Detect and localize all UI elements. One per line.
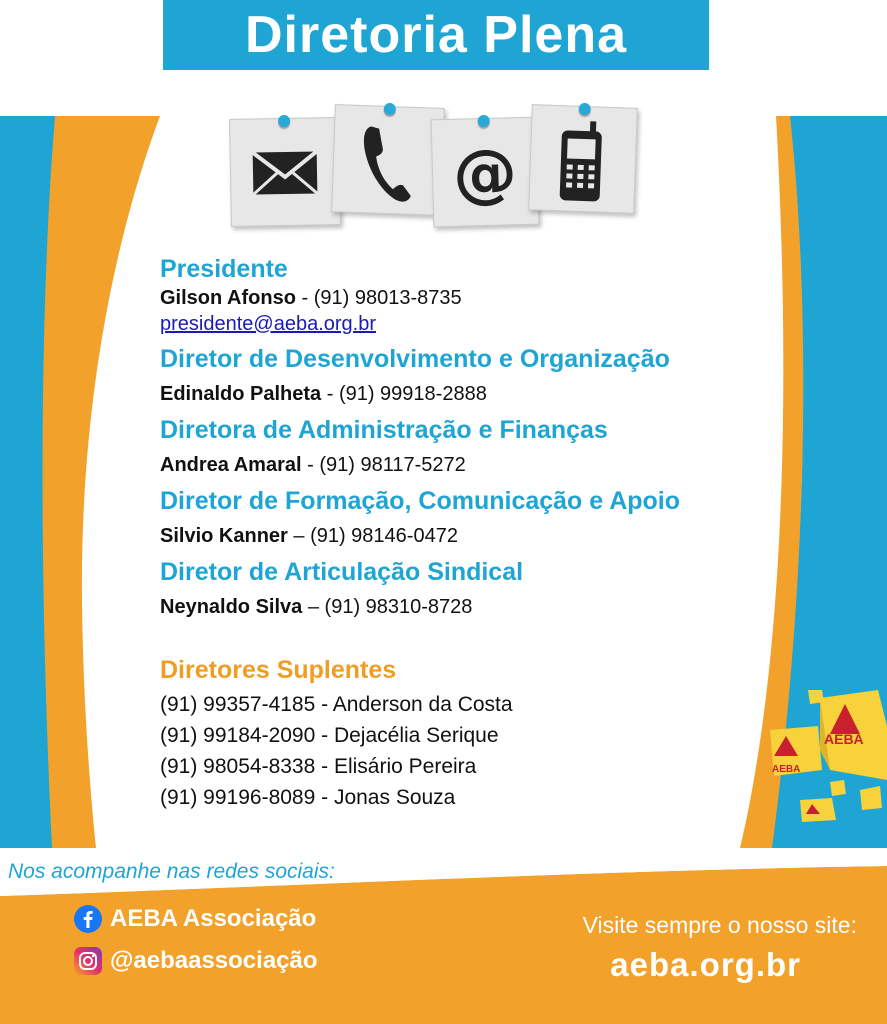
title-banner xyxy=(163,0,709,70)
social-title: Nos acompanhe nas redes sociais: xyxy=(8,860,335,883)
instagram-icon xyxy=(74,947,102,975)
separator: - xyxy=(301,454,320,476)
site-label: Visite sempre o nosso site: xyxy=(582,912,857,938)
person-name: Gilson Afonso xyxy=(160,287,296,309)
role-title: Diretora de Administração e Finanças xyxy=(160,416,608,444)
suplentes-section xyxy=(160,655,780,813)
separator: - xyxy=(295,287,314,309)
board-entry-formacao xyxy=(160,486,780,550)
suplente-item: (91) 99196-8089 - Jonas Souza xyxy=(160,786,456,809)
email-link[interactable]: presidente@aeba.org.br xyxy=(160,313,376,335)
person-line xyxy=(160,380,780,408)
facebook-label: AEBA Associação xyxy=(110,905,317,932)
separator: – xyxy=(287,525,311,547)
site-url-link[interactable]: aeba.org.br xyxy=(610,946,801,983)
logo-text: AEBA xyxy=(824,731,864,747)
board-entry-administracao xyxy=(160,415,780,479)
svg-text:@: @ xyxy=(452,136,519,212)
phone-number: (91) 99918-2888 xyxy=(338,383,487,405)
board-entry-presidente xyxy=(160,254,780,336)
phone-number: (91) 98310-8728 xyxy=(324,596,473,618)
person-line xyxy=(160,522,780,550)
instagram-link[interactable] xyxy=(74,947,318,975)
at-note xyxy=(431,117,540,228)
role-title: Diretor de Articulação Sindical xyxy=(160,558,524,586)
page-title: Diretoria Plena xyxy=(244,6,628,64)
board-entry-desenvolvimento xyxy=(160,344,780,408)
board-entry-articulacao xyxy=(160,557,780,621)
separator: - xyxy=(321,383,339,405)
person-name: Neynaldo Silva xyxy=(160,596,303,618)
instagram-label: @aebaassociação xyxy=(110,947,318,974)
person-name: Silvio Kanner xyxy=(160,525,288,547)
role-title: Diretor de Desenvolvimento e Organização xyxy=(160,345,670,373)
phone-icon xyxy=(332,105,444,215)
phone-number: (91) 98013-8735 xyxy=(313,287,462,309)
logo-text-small: AEBA xyxy=(772,764,801,775)
role-title: Presidente xyxy=(160,255,288,283)
suplente-item: (91) 99184-2090 - Dejacélia Serique xyxy=(160,724,499,747)
suplente-item: (91) 99357-4185 - Anderson da Costa xyxy=(160,693,513,716)
board-contacts xyxy=(160,254,780,813)
envelope-icon xyxy=(230,118,340,226)
person-line xyxy=(160,451,780,479)
person-name: Edinaldo Palheta xyxy=(160,383,322,405)
phone-number: (91) 98117-5272 xyxy=(319,454,466,476)
separator: – xyxy=(302,596,325,618)
mobile-phone-icon xyxy=(529,105,637,213)
facebook-link[interactable] xyxy=(74,905,316,933)
role-title: Diretor de Formação, Comunicação e Apoio xyxy=(160,487,681,515)
person-line xyxy=(160,593,780,621)
person-line xyxy=(160,284,780,312)
facebook-icon xyxy=(74,905,102,933)
envelope-note xyxy=(229,117,341,227)
suplente-item: (91) 98054-8338 - Elisário Pereira xyxy=(160,755,477,778)
phone-number: (91) 98146-0472 xyxy=(310,525,458,547)
person-name: Andrea Amaral xyxy=(160,454,302,476)
phone-note xyxy=(331,104,445,216)
aeba-logo-cubes xyxy=(760,690,887,825)
suplentes-title: Diretores Suplentes xyxy=(160,656,397,684)
at-sign-icon xyxy=(432,118,539,227)
mobile-note xyxy=(528,104,638,214)
